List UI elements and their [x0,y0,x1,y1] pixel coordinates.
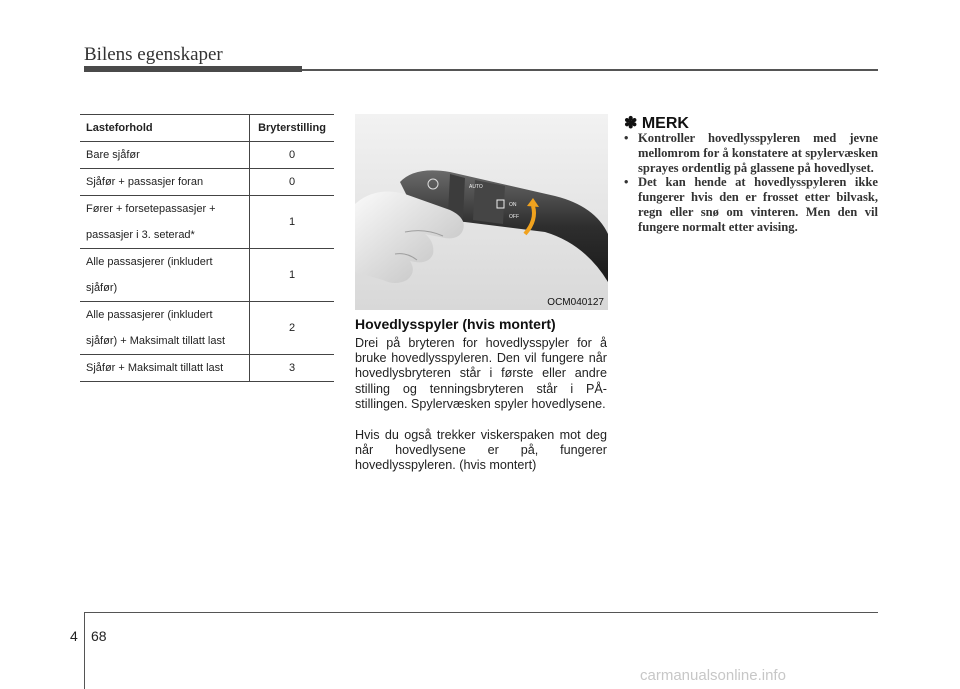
section-title: Hovedlysspyler (hvis montert) [355,316,556,332]
note-list [624,131,878,235]
row-condition-line: passasjer i 3. seterad* [86,229,195,241]
row-value: 1 [250,196,335,249]
label-on: ON [509,202,517,208]
row-condition [80,196,250,249]
row-value: 1 [250,249,335,302]
headlamp-washer-switch-photo [355,114,608,310]
stalk-illustration [355,114,608,310]
row-condition: Sjåfør + passasjer foran [80,169,250,196]
row-condition-line: sjåfør) + Maksimalt tillatt last [86,335,226,347]
load-condition-table [80,114,334,382]
chapter-number: 4 [70,628,78,644]
table-header-row [80,115,334,142]
row-condition: Bare sjåfør [80,142,250,169]
header-rule [302,69,878,71]
header-bar [84,66,302,72]
column-header-switch-position: Bryterstilling [250,115,335,142]
table-row [80,249,334,302]
watermark: carmanualsonline.info [640,667,786,684]
row-value: 0 [250,142,335,169]
row-condition-line: Alle passasjerer (inkludert [86,256,213,268]
table-row [80,355,334,382]
note-item [624,175,878,234]
table-row [80,142,334,169]
bullet-icon: • [624,175,629,190]
page-header-title: Bilens egenskaper [84,44,223,65]
bullet-icon: • [624,131,629,145]
label-auto: AUTO [469,184,483,190]
row-condition [80,249,250,302]
row-value: 2 [250,302,335,355]
footer-divider [84,612,85,689]
row-condition-line: sjåfør) [86,282,118,294]
note-title: ✽ MERK [624,115,689,132]
note-item-text: Kontroller hovedlysspyleren med jevne mellomrom for å konstatere at spylervæsken sprayes ordentlig på glassene på hovedlyset. [638,131,878,175]
section-paragraph: Hvis du også trekker viskerspaken mot deg når hovedlysene er på, fungerer hovedlysspyleren. (hvis montert) [355,428,607,473]
table-row [80,169,334,196]
page-number: 68 [91,628,107,644]
figure-code: OCM040127 [547,297,604,308]
row-condition: Sjåfør + Maksimalt tillatt last [80,355,250,382]
note-item-text: Det kan hende at hovedlysspyleren ikke fungerer hvis den er frosset etter bilvask, regn eller snø om vinteren. Men den vil fungere normalt etter avising. [638,175,878,234]
section-paragraph: Drei på bryteren for hovedlysspyler for å bruke hovedlysspyleren. Den vil fungere når hovedlysbryteren står i første eller andre stilling og tenningsbryteren står i PÅ-stillingen. Spylervæsken spyler hovedlysene. [355,336,607,411]
row-condition [80,302,250,355]
note-item [624,131,878,175]
footer-rule [84,612,878,613]
row-value: 3 [250,355,335,382]
table-row [80,196,334,249]
row-condition-line: Fører + forsetepassasjer + [86,203,216,215]
column-header-condition: Lasteforhold [80,115,250,142]
label-off: OFF [509,214,519,220]
row-value: 0 [250,169,335,196]
table-row [80,302,334,355]
row-condition-line: Alle passasjerer (inkludert [86,309,213,321]
